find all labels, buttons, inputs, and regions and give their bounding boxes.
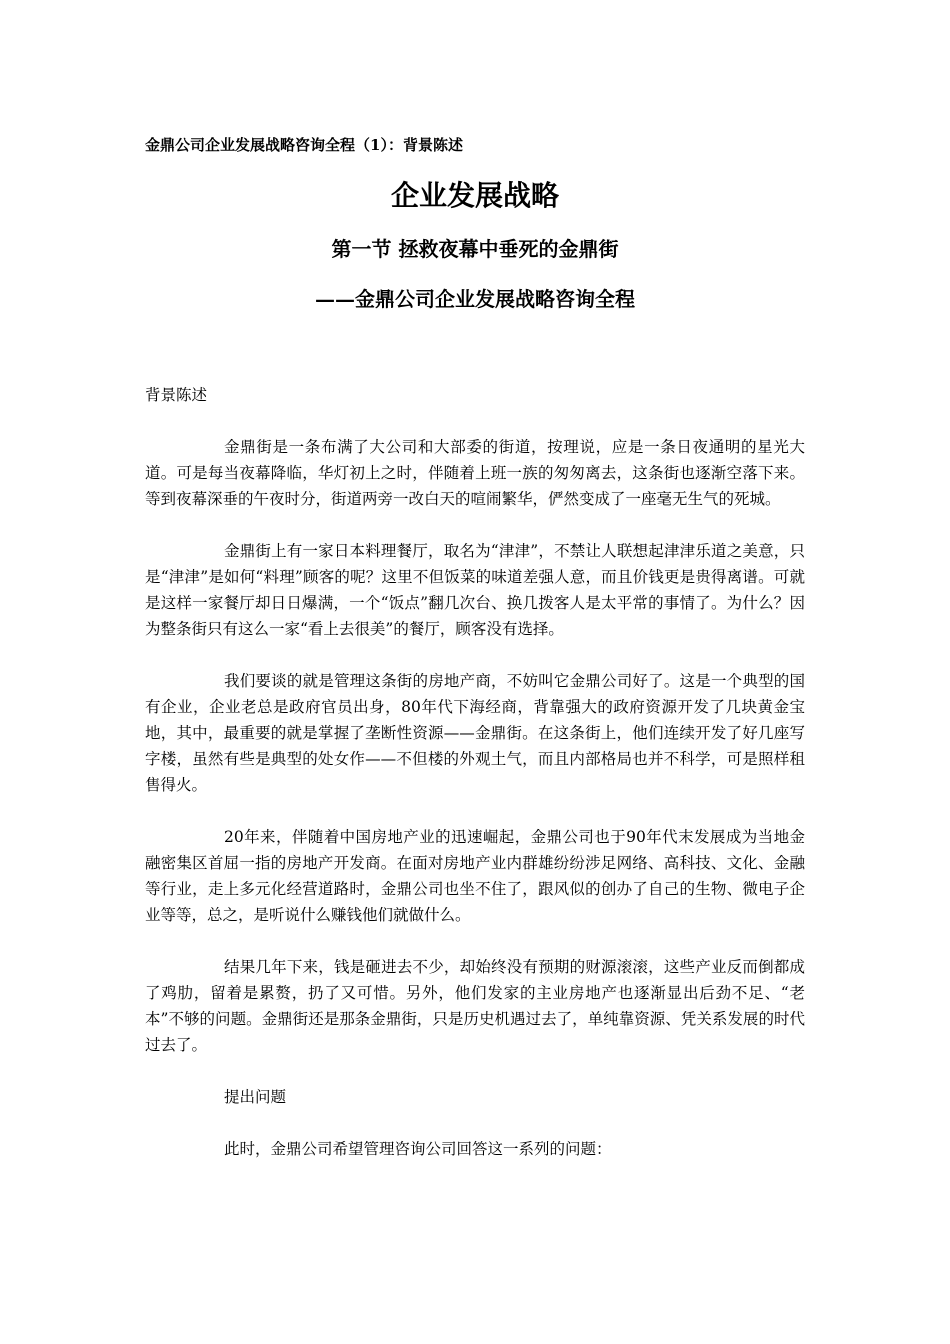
paragraph: 20年来，伴随着中国房地产业的迅速崛起，金鼎公司也于90年代末发展成为当地金融密集区首屈一指的房地产开发商。在面对房地产业内群雄纷纷涉足网络、高科技、文化、金融等行业，走上多元化经营道路时，金鼎公司也坐不住了，跟风似的创办了自己的生物、微电子企业等等，总之，是听说什么赚钱他们就做什么。: [145, 828, 805, 924]
paragraph: 金鼎街是一条布满了大公司和大部委的街道，按理说，应是一条日夜通明的星光大道。可是每当夜幕降临，华灯初上之时，伴随着上班一族的匆匆离去，这条街也逐渐空落下来。等到夜幕深垂的午夜时分，街道两旁一改白天的喧闹繁华，俨然变成了一座毫无生气的死城。: [145, 438, 805, 508]
paragraph: 金鼎街上有一家日本料理餐厅，取名为“津津”，不禁让人联想起津津乐道之美意，只是“津津”是如何“料理”顾客的呢？这里不但饭菜的味道差强人意，而且价钱更是贵得离谱。可就是这样一家餐厅却日日爆满，一个“饭点”翻几次台、换几拨客人是太平常的事情了。为什么？因为整条街只有这么一家“看上去很美”的餐厅，顾客没有选择。: [145, 542, 805, 638]
problem-label: 提出问题: [224, 1088, 287, 1106]
paragraph: 我们要谈的就是管理这条街的房地产商，不妨叫它金鼎公司好了。这是一个典型的国有企业，企业老总是政府官员出身，80年代下海经商，背靠强大的政府资源开发了几块黄金宝地，其中，最重要的就是掌握了垄断性资源——金鼎街。在这条街上，他们连续开发了好几座写字楼，虽然有些是典型的处女作——不但楼的外观土气，而且内部格局也并不科学，可是照样租售得火。: [145, 672, 805, 794]
section-title: 第一节 拯救夜幕中垂死的金鼎街: [331, 237, 619, 261]
background-label: 背景陈述: [145, 386, 208, 404]
closing-paragraph: 此时，金鼎公司希望管理咨询公司回答这一系列的问题：: [224, 1140, 612, 1158]
subtitle: ——金鼎公司企业发展战略咨询全程: [315, 287, 635, 311]
document-header: 金鼎公司企业发展战略咨询全程（1）：背景陈述: [145, 136, 463, 154]
page-title: 企业发展战略: [390, 179, 559, 212]
document-body: [145, 382, 805, 1188]
paragraph: 结果几年下来，钱是砸进去不少，却始终没有预期的财源滚滚，这些产业反而倒都成了鸡肋，留着是累赘，扔了又可惜。另外，他们发家的主业房地产也逐渐显出后劲不足、“老本”不够的问题。金鼎街还是那条金鼎街，只是历史机遇过去了，单纯靠资源、凭关系发展的时代过去了。: [145, 958, 805, 1054]
